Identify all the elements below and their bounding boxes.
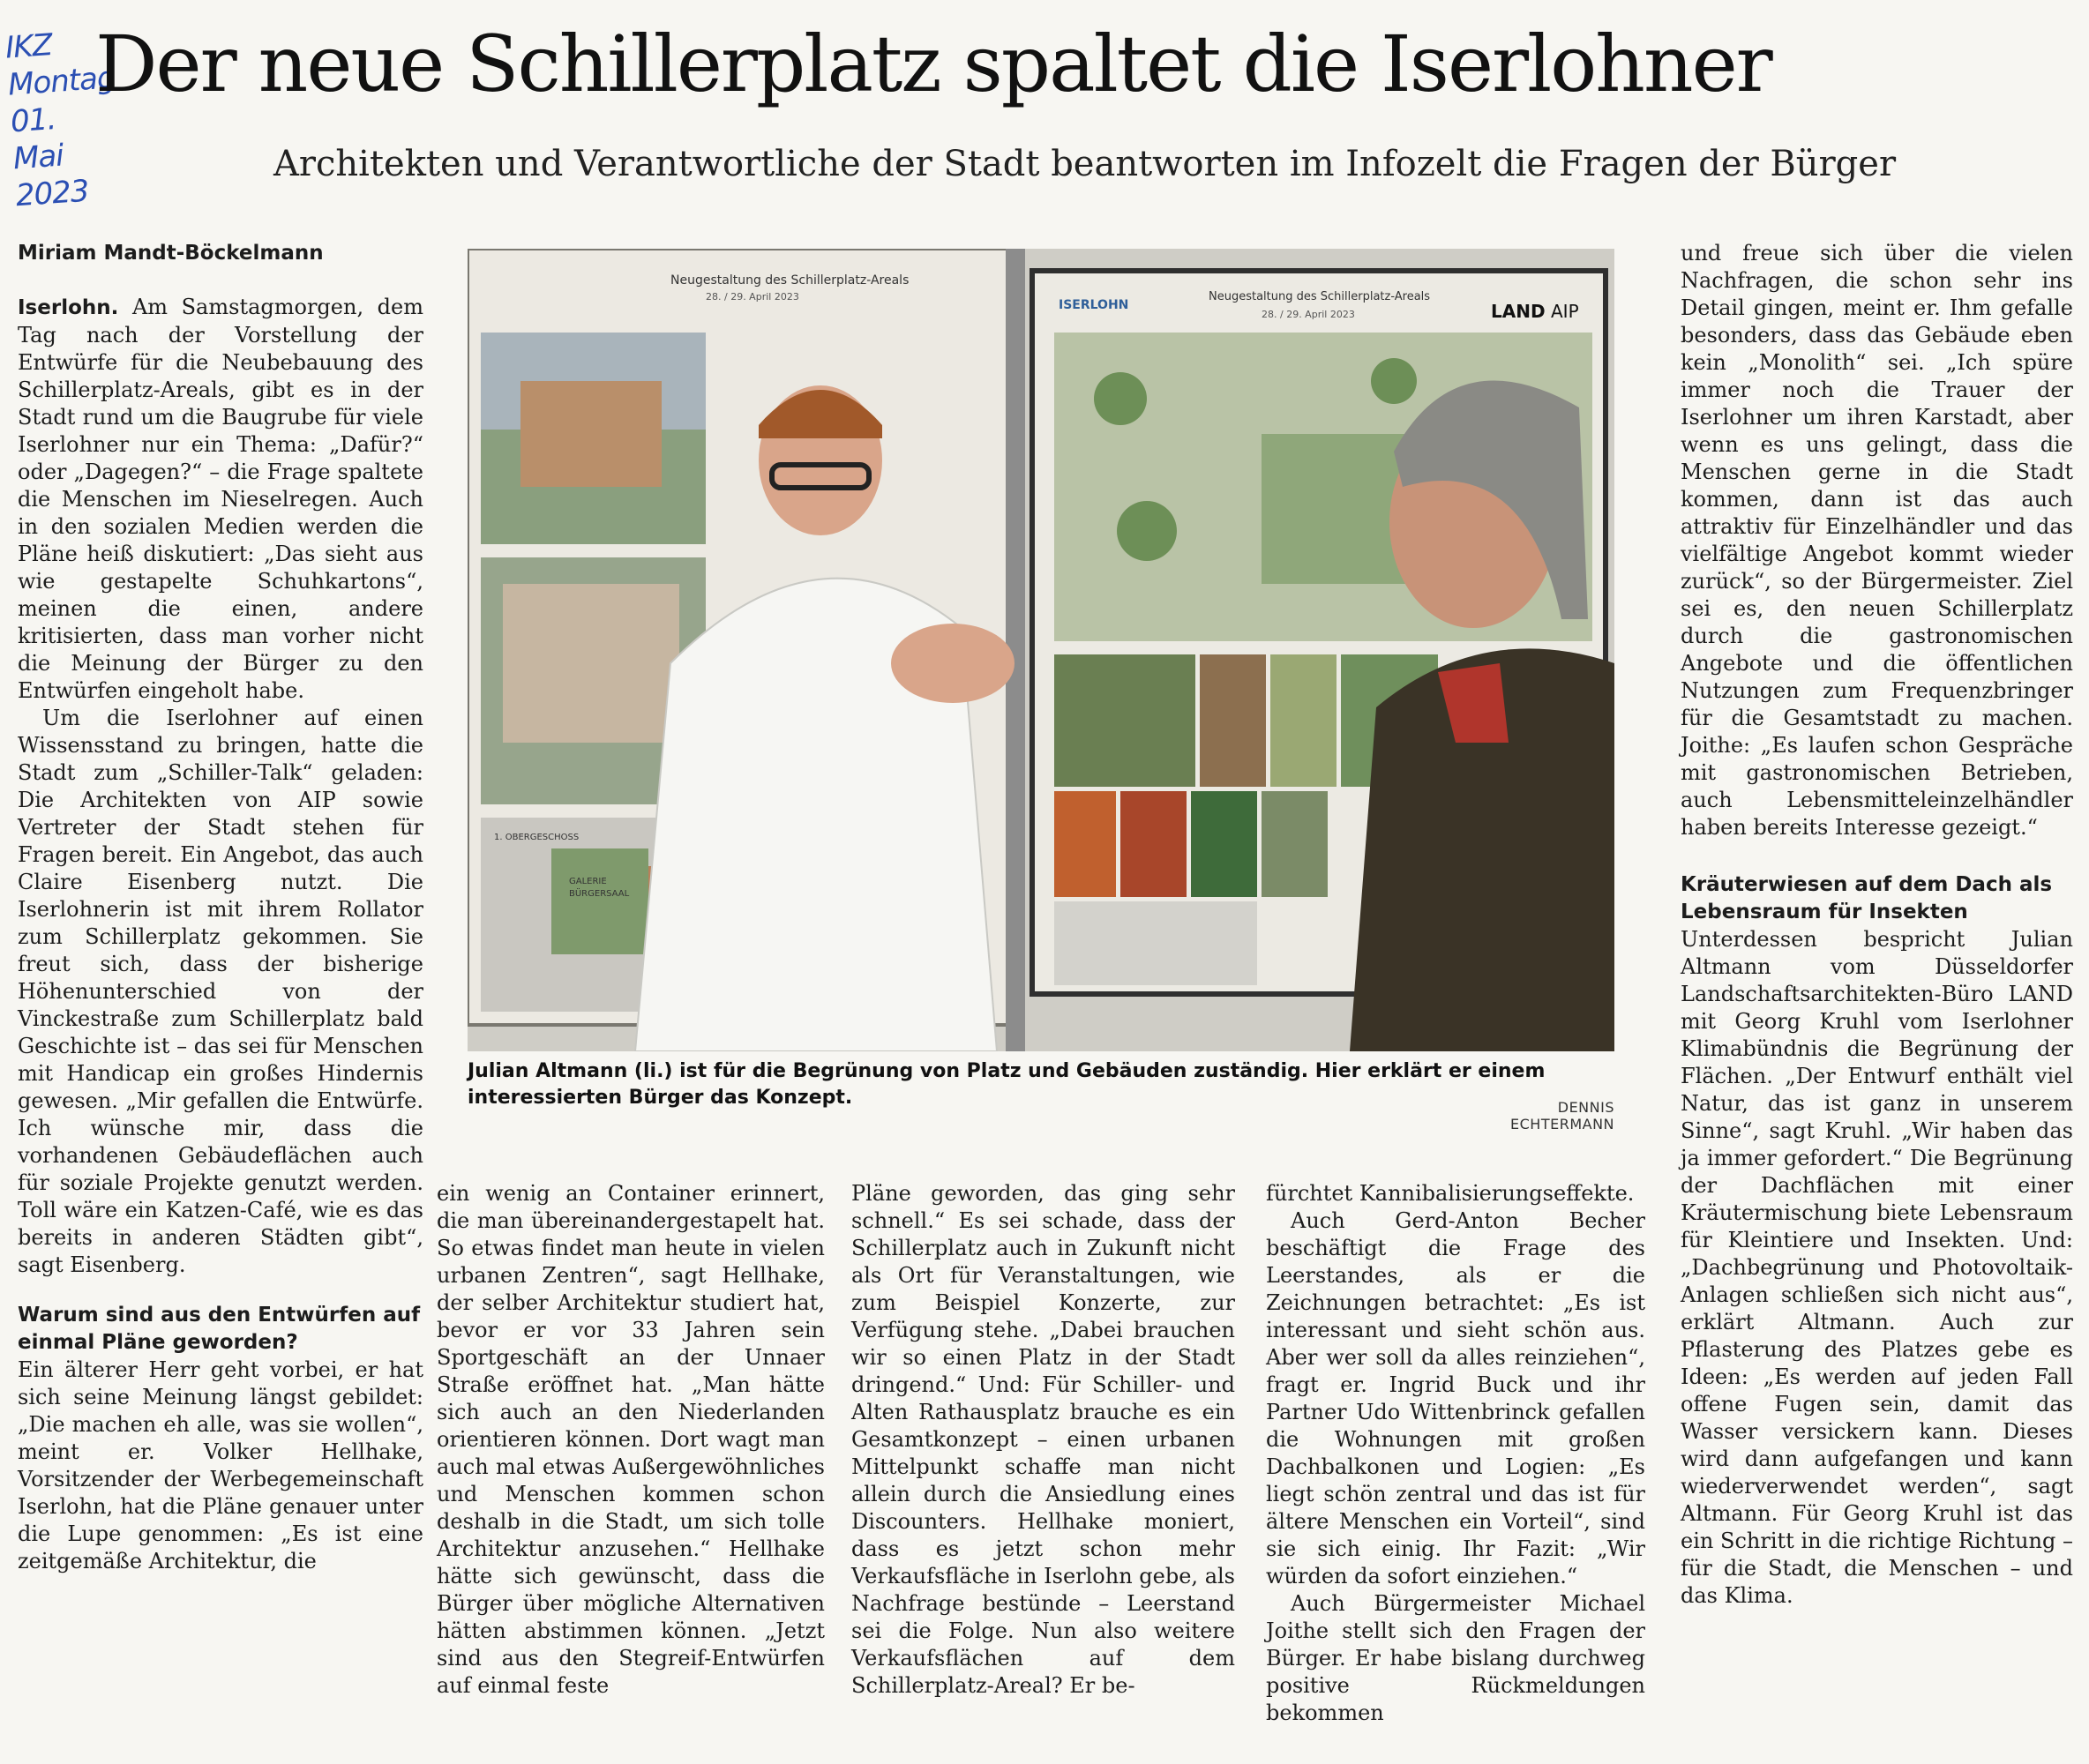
column-4-paragraph-3: Auch Bürgermeister Michael Joithe stellt sich den Fragen der Bürger. Er habe bislang durchweg positive Rückmeldungen bekommen (1266, 1591, 1645, 1725)
article-column-3 (851, 1180, 1235, 1700)
label-buergersaal: BÜRGERSAAL (569, 889, 630, 899)
label-galerie: GALERIE (569, 877, 607, 886)
article-column-1 (18, 240, 423, 1575)
column-1-text-1: Am Samstagmorgen, dem Tag nach der Vorstellung der Entwürfe für die Neubebauung des Schillerplatz-Areals, gibt es in der Stadt rund um die Baugrube für viele Iserlohner nur ein Thema: „Dafür?“ oder „Dagegen?“ – die Frage spaltete die Menschen im Nieselregen. Auch in den sozialen Medien werden die Pläne heiß diskutiert: „Das sieht aus wie gestapelte Schuhkartons“, meinen die einen, andere kritisierten, dass man vorher nicht die Meinung der Bürger zu den Entwürfen eingeholt habe. (18, 295, 423, 703)
column-2-paragraph-1: ein wenig an Container erinnert, die man übereinandergestapelt hat. So etwas findet man heute in vielen urbanen Zentren“, sagt Hellhake, der selber Architektur studiert hat, bevor er vor 33 Jahren sein Sportgeschäft an der Unnaer Straße eröffnet hat. „Man hätte sich auch an den Niederlanden orientieren können. Dort wagt man auch mal etwas Außergewöhnliches und Menschen kommen schon deshalb in die Stadt, um sich tolle Architektur anzusehen.“ Hellhake hätte sich gewünscht, dass die Bürger über mögliche Alternativen hätten abstimmen können. „Jetzt sind aus den Stegreif-Entwürfen auf einmal feste (437, 1181, 825, 1698)
right-board-date: 28. / 29. April 2023 (1262, 309, 1355, 320)
land-logo: LAND (1491, 301, 1546, 322)
column-5-paragraph-2: Unterdessen bespricht Julian Altmann vom Düsseldorfer Landschaftsarchitekten-Büro LAND mit Georg Kruhl vom Iserlohner Klimabündnis die Begrünung der Flächen. „Der Entwurf enthält viel Natur, das ist ganz in unserem Sinne“, sagt Kruhl. „Wir haben das ja immer gefordert.“ Die Begrünung der Dachflächen mit einer Kräutermischung biete Lebensraum für Kleintiere und Insekten. Und: „Dachbegrünung und Photovoltaik-Anlagen schließen sich nicht aus“, erklärt Altmann. Auch zur Pflasterung des Platzes gebe es Ideen: „Es werden auf jeden Fall offene Fugen sein, damit das Wasser versickern kann. Dieses wird dann aufgefangen und kann wiederverwendet werden“, sagt Altmann. Für Georg Kruhl ist das ein Schritt in die richtige Richtung – für die Stadt, die Menschen – und das Klima. (1681, 927, 2073, 1608)
left-board-title: Neugestaltung des Schillerplatz-Areals (670, 273, 910, 288)
article-column-5 (1681, 240, 2073, 1610)
column-1-paragraph-2: Um die Iserlohner auf einen Wissensstand zu bringen, hatte die Stadt zum „Schiller-Talk“ geladen: Die Architekten von AIP sowie Vertreter der Stadt stehen für Fragen bereit. Ein Angebot, das auch Claire Eisenberg nutzt. Die Iserlohnerin ist mit ihrem Rollator zum Schillerplatz gekommen. Sie freut sich, dass der bisherige Höhenunterschied von der Vinckestraße zum Schillerplatz bald Geschichte ist – das sei für Menschen mit Handicap ein großes Hindernis gewesen. „Mir gefallen die Entwürfe. Ich wünsche mir, dass die vorhandenen Gebäudeflächen auch für soziale Projekte genutzt werden. Toll wäre ein Katzen-Café, wie es das bereits in anderen Städten gibt“, sagt Eisenberg. (18, 706, 423, 1277)
article-column-4 (1266, 1180, 1645, 1727)
column-1-paragraph-1 (18, 294, 423, 705)
section-heading-1: Warum sind aus den Entwürfen auf einmal Pläne geworden? (18, 1304, 421, 1354)
photo-credit: DENNIS ECHTERMANN (1510, 1099, 1614, 1132)
handwritten-archive-note (4, 24, 116, 214)
column-4-paragraph-2: Auch Gerd-Anton Becher beschäftigt die Frage des Leerstandes, als er die Zeichnungen betrachtet: „Es ist interessant und sieht schön aus. Aber wer soll da alles reinziehen“, fragt er. Ingrid Buck und ihr Partner Udo Wittenbrinck gefallen die Wohnungen mit großen Dachbalkonen und Logien: „Es liegt schön zentral und das ist für ältere Menschen ein Vorteil“, sind sie sich einig. Ihr Fazit: „Wir würden da sofort einziehen.“ (1266, 1208, 1645, 1588)
photo-caption: Julian Altmann (li.) ist für die Begrünung von Platz und Gebäuden zuständig. Hier erklärt er einem interessierten Bürger das Konzept. (468, 1060, 1546, 1109)
column-1-paragraph-3: Ein älterer Herr geht vorbei, er hat sich seine Meinung längst gebildet: „Die machen eh alle, was sie wollen“, meint er. Volker Hellhake, Vorsitzender der Werbegemeinschaft Iserlohn, hat die Pläne genauer unter die Lupe genommen: „Es ist eine zeitgemäße Architektur, die (18, 1357, 423, 1573)
article-headline: Der neue Schillerplatz spaltet die Iserlohner (95, 19, 1771, 109)
column-5-paragraph-1: und freue sich über die vielen Nachfragen, die schon sehr ins Detail gingen, meint er. Ihm gefalle besonders, dass das Gebäude eben kein „Monolith“ sei. „Ich spüre immer noch die Trauer der Iserlohner um ihren Karstadt, aber wenn es uns gelingt, dass die Menschen gerne in die Stadt kommen, dann ist das auch attraktiv für Einzelhändler und das vielfältige Angebot kommt wieder zurück“, so der Bürgermeister. Ziel sei es, den neuen Schillerplatz durch die gastronomischen Angebote und die öffentlichen Nutzungen zum Frequenzbringer für die Gesamtstadt zu machen. Joithe: „Es laufen schon Gespräche mit gastronomischen Betrieben, auch Lebensmitteleinzelhändler haben bereits Interesse gezeigt.“ (1681, 241, 2073, 840)
stamp-date: 01. Mai (9, 101, 64, 177)
article-column-2 (437, 1180, 825, 1700)
stamp-weekday: Montag (6, 60, 116, 103)
label-obergeschoss: 1. OBERGESCHOSS (494, 833, 580, 842)
iserlohn-logo: ISERLOHN (1059, 298, 1129, 312)
column-4-paragraph-1: fürchtet Kannibalisierungseffekte. (1266, 1181, 1635, 1206)
author-byline: Miriam Mandt-Böckelmann (18, 242, 324, 265)
column-3-paragraph-1: Pläne geworden, das ging sehr schnell.“ Es sei schade, dass der Schillerplatz auch in Zukunft nicht als Ort für Veranstaltungen, wie zum Beispiel Konzerte, zur Verfügung stehe. „Dabei brauchen wir so einen Platz in der Stadt dringend.“ Und: Für Schiller- und Alten Rathausplatz brauche es ein Gesamtkonzept – einen urbanen Mittelpunkt schaffe man nicht allein durch die Ansiedlung eines Discounters. Hellhake moniert, dass es jetzt schon mehr Verkaufsfläche in Iserlohn gebe, als Nachfrage bestünde – Leerstand sei die Folge. Nun also weitere Verkaufsflächen auf dem Schillerplatz-Areal? Er be- (851, 1181, 1235, 1698)
section-heading-2: Kräuterwiesen auf dem Dach als Lebensraum für Insekten (1681, 873, 2053, 923)
article-photo (468, 249, 1614, 1051)
article-subheadline: Architekten und Verantwortliche der Stadt beantworten im Infozelt die Fragen der Bürger (273, 144, 1897, 184)
stamp-year: 2023 (14, 173, 90, 214)
dateline: Iserlohn. (18, 296, 119, 319)
right-board-title: Neugestaltung des Schillerplatz-Areals (1209, 290, 1431, 303)
left-board-date: 28. / 29. April 2023 (706, 291, 799, 303)
aip-logo: AIP (1551, 301, 1579, 322)
stamp-publication: IKZ (4, 27, 54, 66)
